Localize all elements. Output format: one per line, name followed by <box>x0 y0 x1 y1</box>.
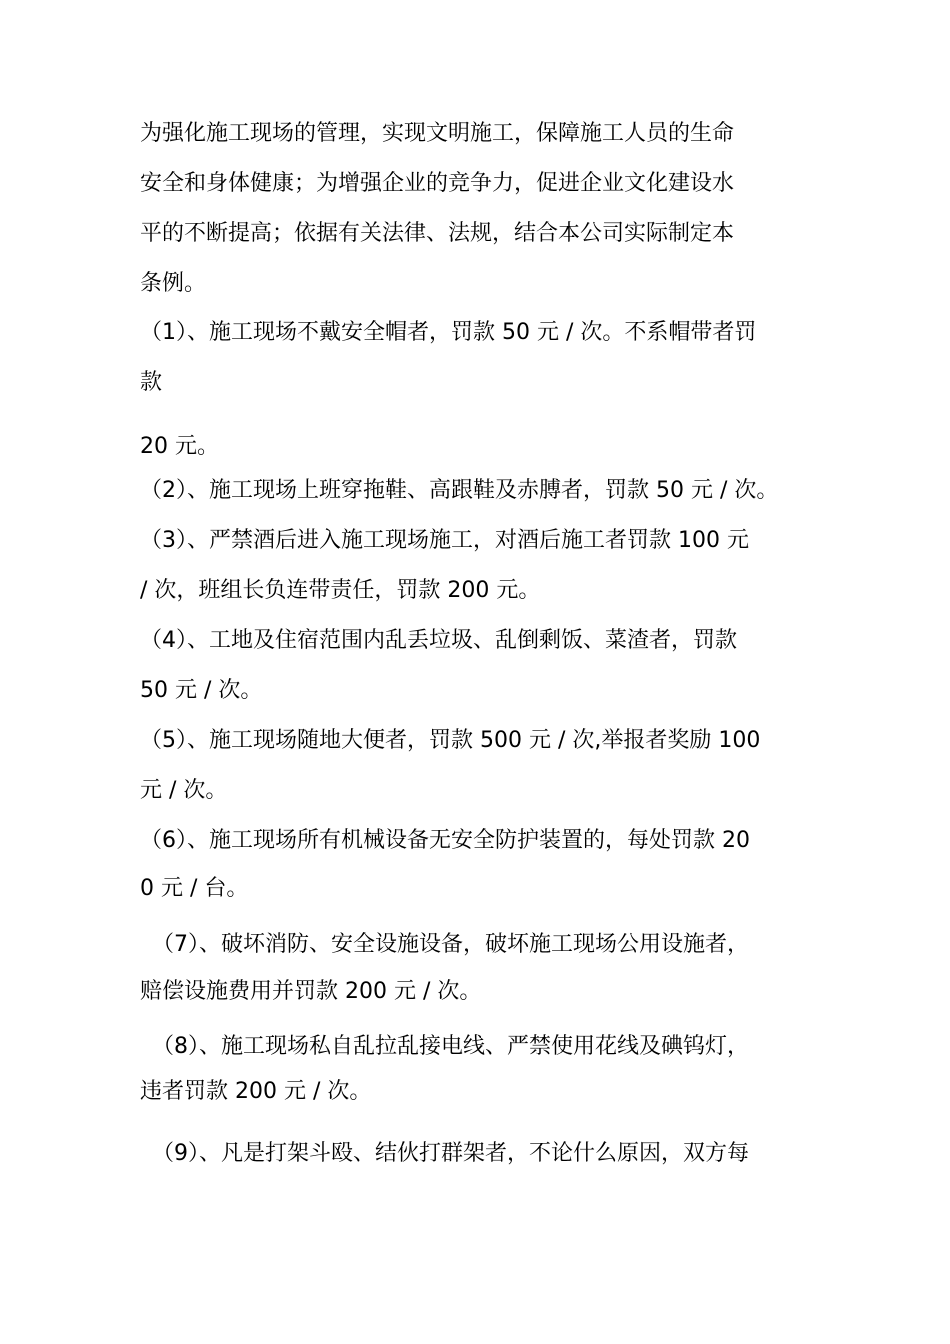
rule-7-line: （7）、破坏消防、安全设施设备，破坏施工现场公用设施者， <box>152 932 749 957</box>
text-line: 元 / 次。 <box>140 778 228 803</box>
text-line: 20 元。 <box>140 434 219 459</box>
text-line: 款 <box>140 370 163 395</box>
rule-1-line: （1）、施工现场不戴安全帽者，罚款 50 元 / 次。不系帽带者罚 <box>140 320 757 345</box>
text-line: 赔偿设施费用并罚款 200 元 / 次。 <box>140 979 482 1004</box>
text-line: 为强化施工现场的管理，实现文明施工，保障施工人员的生命 <box>140 121 735 146</box>
text-line: 平的不断提高；依据有关法律、法规，结合本公司实际制定本 <box>140 221 735 246</box>
rule-6-line: （6）、施工现场所有机械设备无安全防护装置的，每处罚款 20 <box>140 828 750 853</box>
text-line: 违者罚款 200 元 / 次。 <box>140 1079 372 1104</box>
text-line: 50 元 / 次。 <box>140 678 263 703</box>
text-line: / 次，班组长负连带责任，罚款 200 元。 <box>140 578 541 603</box>
text-line: 条例。 <box>140 271 207 296</box>
rule-8-line: （8）、施工现场私自乱拉乱接电线、严禁使用花线及碘钨灯， <box>152 1034 749 1059</box>
rule-3-line: （3）、严禁酒后进入施工现场施工，对酒后施工者罚款 100 元 <box>140 528 749 553</box>
rule-4-line: （4）、工地及住宿范围内乱丢垃圾、乱倒剩饭、菜渣者，罚款 <box>140 628 737 653</box>
rule-9-line: （9）、凡是打架斗殴、结伙打群架者，不论什么原因，双方每 <box>152 1141 749 1166</box>
rule-2-line: （2）、施工现场上班穿拖鞋、高跟鞋及赤膊者，罚款 50 元 / 次。 <box>140 478 779 503</box>
text-line: 0 元 / 台。 <box>140 876 249 901</box>
rule-5-line: （5）、施工现场随地大便者，罚款 500 元 / 次,举报者奖励 100 <box>140 728 761 753</box>
text-line: 安全和身体健康；为增强企业的竞争力，促进企业文化建设水 <box>140 171 735 196</box>
